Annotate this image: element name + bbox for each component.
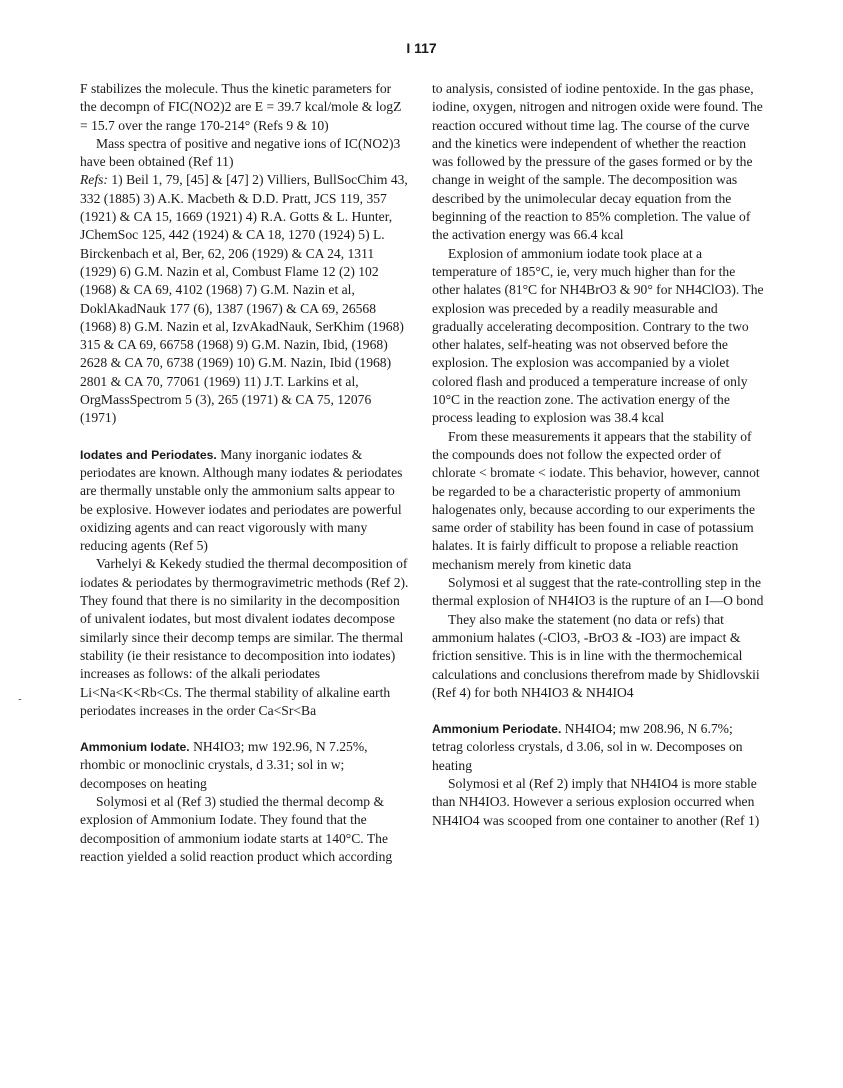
paragraph-rate-controlling: Solymosi et al suggest that the rate-controlling step in the thermal explosion of NH4IO3 is the rupture of an I—O bond (432, 575, 764, 609)
refs-text: 1) Beil 1, 79, [45] & [47] 2) Villiers, BullSocChim 43, 332 (1885) 3) A.K. Macbeth & D.D. Pratt, JCS 119, 357 (1921) & CA 15, 1669 (1921) 4) R.A. Gotts & L. Hunter, JChemSoc 125, 442 (1924) & CA 18, 1270 (1924) 5) L. Birckenbach et al, Ber, 62, 206 (1929) & CA 24, 1311 (1929) 6) G.M. Nazin et al, Combust Flame 12 (2) 102 (1968) & CA 69, 4102 (1968) 7) G.M. Nazin et al, DoklAkadNauk 177 (6), 1387 (1967) & CA 69, 26568 (1968) 8) G.M. Nazin et al, IzvAkadNauk, SerKhim (1968) 315 & CA 69, 66758 (1968) 9) G.M. Nazin, Ibid, (1968) 2628 & CA 70, 6738 (1969) 10) G.M. Nazin, Ibid (1968) 2801 & CA 70, 77061 (1969) 11) J.T. Larkins et al, OrgMassSpectrom 5 (3), 265 (1971) & CA 75, 12076 (1971) (80, 172, 408, 426)
iodates-text: Many inorganic iodates & periodates are known. Although many iodates & periodates are thermally unstable only the ammonium salts appear to be explosive. However iodates and periodates are powerful oxidizing agents and can react vigorously with many reducing agents (Ref 5) (80, 446, 403, 554)
paragraph-mass-spectra: Mass spectra of positive and negative ions of IC(NO2)3 have been obtained (Ref 11) (80, 135, 401, 170)
ammonium-periodate-section (432, 720, 764, 775)
ammonium-iodate-section (80, 738, 410, 793)
paragraph-analysis: to analysis, consisted of iodine pentoxide. In the gas phase, iodine, oxygen, nitrogen and nitrogen oxide were found. The reaction occured without time lag. The course of the curve and the kinetics were independent of whether the reaction was followed by the pressure of the gases formed or by the change in weight of the sample. The decomposition was described by the unimolecular decay equation from the beginning of the reaction to 85% completion. The value of the activation energy was 66.4 kcal (432, 81, 763, 243)
paragraph-varhelyi: Varhelyi & Kekedy studied the thermal decomposition of iodates & periodates by thermogravimetric methods (Ref 2). They found that there is no similarity in the decomposition of univalent iodates, but most divalent iodates decompose similarly since their decomp temps are similar. The thermal stability (ie their resistance to decomposition into iodates) increases as follows: of the alkali periodates Li<Na<K<Rb<Cs. The thermal stability of alkaline earth periodates increases in the order Ca<Sr<Ba (80, 556, 409, 718)
paragraph-explosion: Explosion of ammonium iodate took place at a temperature of 185°C, ie, very much higher than for the other halates (81°C for NH4BrO3 & 90° for NH4ClO3). The explosion was preceded by a readily measurable and gradually accelerating decomposition. Contrary to the two other halates, self-heating was not observed before the explosion. The explosion was accompanied by a violet colored flash and produced a temperature increase of only 10°C in the reaction zone. The activation energy of the process leading to explosion was 38.4 kcal (432, 245, 764, 426)
paragraph-stabilization: F stabilizes the molecule. Thus the kinetic parameters for the decompn of FIC(NO2)2 are E = 39.7 kcal/mole & logZ = 15.7 over the range 170-214° (Refs 9 & 10) (80, 81, 402, 133)
paragraph-periodate-stability: Solymosi et al (Ref 2) imply that NH4IO4 is more stable than NH4IO3. However a serious explosion occurred when NH4IO4 was scooped from one container to another (Ref 1) (432, 775, 760, 828)
page-number: I 117 (406, 40, 437, 56)
iodates-section (80, 446, 410, 556)
ammonium-periodate-formula: NH4IO4; mw 208.96, N 6.7%; tetrag colorless crystals, d 3.06, sol in w. Decomposes on heating (432, 721, 743, 773)
paragraph-sensitivity: They also make the statement (no data or refs) that ammonium halates (-ClO3, -BrO3 & -IO3) are impact & friction sensitive. This is in line with the thermochemical calculations and conclusions therefrom made by Shidlovskii (Ref 4) for both NH4IO3 & NH4IO4 (432, 611, 760, 700)
ammonium-iodate-heading: Ammonium Iodate. (80, 740, 190, 755)
references-block (80, 171, 410, 427)
paragraph-solymosi-iodate: Solymosi et al (Ref 3) studied the thermal decomp & explosion of Ammonium Iodate. They found that the decomposition of ammonium iodate starts at 140°C. The reaction yielded a solid reaction product which according (80, 793, 393, 864)
left-column (80, 80, 410, 866)
ammonium-iodate-formula: NH4IO3; mw 192.96, N 7.25%, rhombic or monoclinic crystals, d 3.31; sol in w; decomposes on heating (80, 739, 368, 791)
paragraph-stability: From these measurements it appears that the stability of the compounds does not follow the expected order of chlorate < bromate < iodate. This behavior, however, cannot be regarded to be a characteristic property of ammonium halogenates only, because according to our experiments the same order of stability has been found in case of potassium halates. It is fairly difficult to propose a reliable reaction mechanism merely from kinetic data (432, 428, 760, 572)
ammonium-periodate-heading: Ammonium Periodate. (432, 722, 562, 737)
iodates-heading: Iodates and Periodates. (80, 447, 217, 462)
margin-mark-icon: ˗ (18, 692, 22, 706)
refs-label: Refs: (80, 172, 108, 188)
right-column (432, 80, 764, 830)
